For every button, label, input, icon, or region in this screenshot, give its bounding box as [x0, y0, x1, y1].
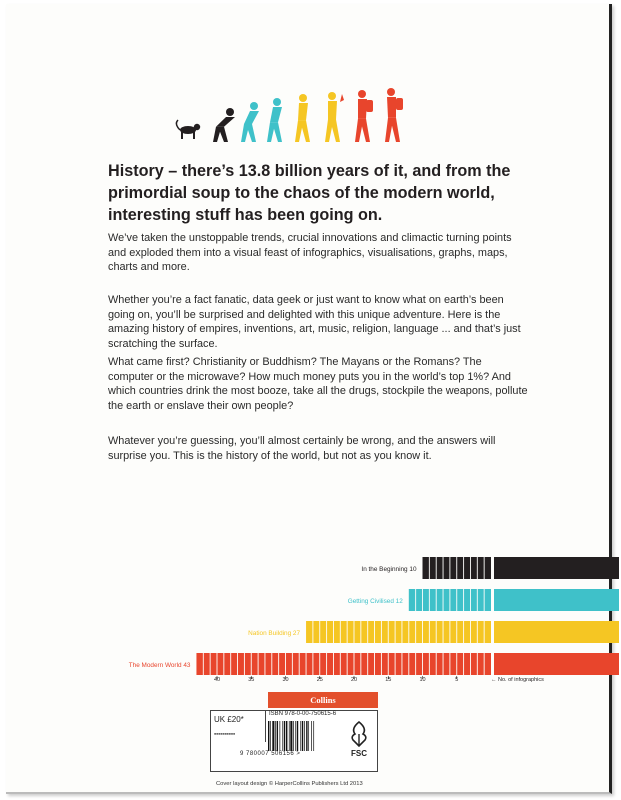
- chart-row-1: [361, 557, 619, 579]
- fsc-label: FSC: [351, 749, 367, 758]
- figure-monkey: [176, 120, 200, 139]
- bar-label-4: The Modern World 43: [128, 662, 191, 669]
- bar-label-1: In the Beginning 10: [361, 566, 417, 573]
- bar-extension: [494, 653, 619, 675]
- paragraph-questions: What came first? Christianity or Buddhism? The Mayans or the Romans? The computer or the microwave? How much money puts you in the world’s top 1%? And which countries drink the most booze, take all the drugs, stockpile the weapons, pollute the earth or enslave their own people?: [108, 356, 528, 412]
- chart-row-4: [129, 653, 619, 675]
- tick-label: 20: [350, 677, 358, 683]
- bar-extension: [494, 589, 619, 611]
- figure-6: [325, 92, 344, 142]
- paragraph-closing: Whatever you’re guessing, you’ll almost certainly be wrong, and the answers will surprise you. This is the history of the world, but not as you know it.: [108, 435, 496, 462]
- book-back-cover: [6, 4, 612, 794]
- headline: History – there’s 13.8 billion years of it, and from the primordial soup to the chaos of the modern world, interesting stuff has been going on.: [108, 162, 511, 224]
- price-label: UK £20*: [214, 715, 244, 724]
- axis-label: ← No. of infographics: [491, 677, 544, 683]
- tick-label: 15: [385, 677, 392, 683]
- bar-extension: [494, 621, 619, 643]
- tick-label: 30: [282, 677, 289, 683]
- chart-row-2: [348, 589, 619, 611]
- price-fineprint: ■■■■■■■■■■: [214, 732, 236, 736]
- figure-5: [295, 94, 310, 142]
- bar-label-2: Getting Civilised 12: [347, 598, 403, 605]
- figure-8: [385, 88, 403, 142]
- price-panel: [210, 710, 266, 742]
- barcode-number: 9 780007 506156 >: [240, 751, 301, 757]
- publisher-logo: Collins: [268, 692, 378, 708]
- chart-row-3: [248, 621, 619, 643]
- evolution-figures-illustration: [174, 80, 424, 142]
- tick-label: 25: [316, 677, 323, 683]
- tick-label: 35: [248, 677, 255, 683]
- tick-label: 10: [419, 677, 426, 683]
- tick-label: 40: [213, 677, 221, 683]
- bar-label-3: Nation Building 27: [248, 630, 301, 637]
- figure-3: [241, 102, 259, 142]
- figure-2: [213, 108, 235, 142]
- barcode-icon: [268, 721, 330, 751]
- paragraph-audience: Whether you’re a fact fanatic, data geek or just want to know what on earth’s been going on, you’ll be surprised and delighted with this unique adventure. Here is the amazing history of empires, inventions, art, music, religion, language ... and that’s just scratching the surface.: [108, 294, 521, 350]
- bar-extension: [494, 557, 619, 579]
- bar-4: [196, 653, 491, 675]
- tick-label: 5: [455, 677, 459, 683]
- isbn-label: ISBN 978-0-00-750615-6: [269, 711, 337, 717]
- figure-4: [267, 98, 282, 142]
- paragraph-intro: We’ve taken the unstoppable trends, crucial innovations and climactic turning points and exploded them into a visual feast of infographics, visualisations, graphs, maps, charts and more.: [108, 232, 512, 273]
- figure-7: [355, 90, 373, 142]
- fsc-logo-icon: [344, 718, 374, 758]
- cover-credit: Cover layout design © HarperCollins Publishers Ltd 2013: [216, 781, 363, 787]
- infographic-count-chart: [106, 549, 619, 694]
